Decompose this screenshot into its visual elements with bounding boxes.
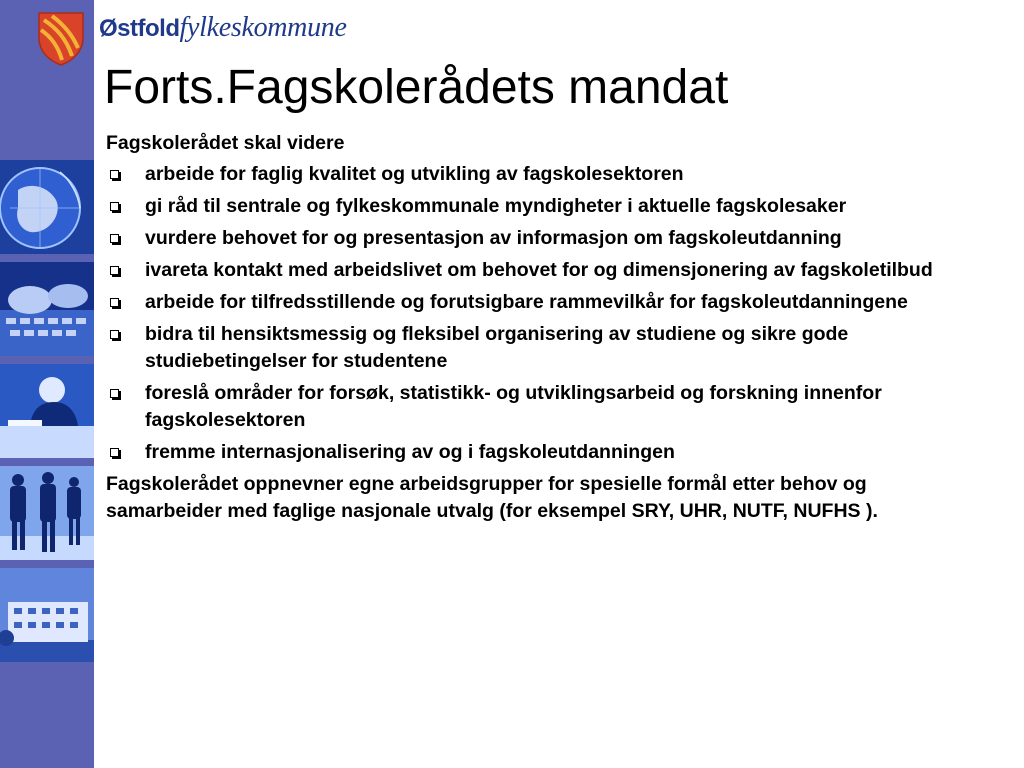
intro-text: Fagskolerådet skal videre	[106, 132, 345, 154]
sidebar	[0, 0, 94, 768]
county-crest-logo	[38, 12, 84, 66]
mandate-list	[106, 161, 966, 466]
list-item-text: vurdere behovet for og presentasjon av informasjon om fagskoleutdanning	[145, 227, 842, 249]
list-item-text: gi råd til sentrale og fylkeskommunale myndigheter i aktuelle fagskolesaker	[145, 195, 847, 217]
checkbox-bullet-icon	[110, 234, 119, 243]
checkbox-bullet-icon	[110, 330, 119, 339]
list-item-text: arbeide for tilfredsstillende og forutsigbare rammevilkår for fagskoleutdanningene	[145, 291, 908, 313]
globe-map-photo	[0, 160, 94, 254]
list-item-text: arbeide for faglig kvalitet og utvikling av fagskolesektoren	[145, 163, 684, 185]
checkbox-bullet-icon	[110, 170, 119, 179]
county-logo-wordmark	[99, 12, 347, 48]
closing-text: Fagskolerådet oppnevner egne arbeidsgrupper for spesielle formål etter behov og samarbeider med faglige nasjonale utvalg (for eksempel SRY, UHR, NUTF, NUFHS ).	[106, 473, 878, 522]
list-item	[106, 289, 966, 316]
checkbox-bullet-icon	[110, 266, 119, 275]
page-title: Forts.Fagskolerådets mandat	[104, 61, 729, 114]
list-item	[106, 321, 966, 375]
list-item-text: fremme internasjonalisering av og i fagskoleutdanningen	[145, 441, 675, 463]
checkbox-bullet-icon	[110, 389, 119, 398]
list-item	[106, 257, 966, 284]
checkbox-bullet-icon	[110, 298, 119, 307]
list-item-text: bidra til hensiktsmessig og fleksibel organisering av studiene og sikre gode studiebetingelser for studentene	[145, 323, 849, 372]
person-at-desk-photo	[0, 364, 94, 458]
list-item-text: ivareta kontakt med arbeidslivet om behovet for og dimensjonering av fagskoletilbud	[145, 259, 933, 281]
list-item	[106, 193, 966, 220]
checkbox-bullet-icon	[110, 202, 119, 211]
checkbox-bullet-icon	[110, 448, 119, 457]
people-walking-photo	[0, 466, 94, 560]
keyboard-hands-photo	[0, 262, 94, 356]
list-item	[106, 225, 966, 252]
brand-name-bold: Østfold	[99, 15, 180, 42]
list-item	[106, 439, 966, 466]
brand-name-italic: fylkeskommune	[179, 12, 347, 43]
slide-body	[106, 130, 966, 529]
list-item	[106, 161, 966, 188]
list-item-text: foreslå områder for forsøk, statistikk- og utviklingsarbeid og forskning innenfor fagskolesektoren	[145, 382, 882, 431]
list-item	[106, 380, 966, 434]
building-photo	[0, 568, 94, 662]
